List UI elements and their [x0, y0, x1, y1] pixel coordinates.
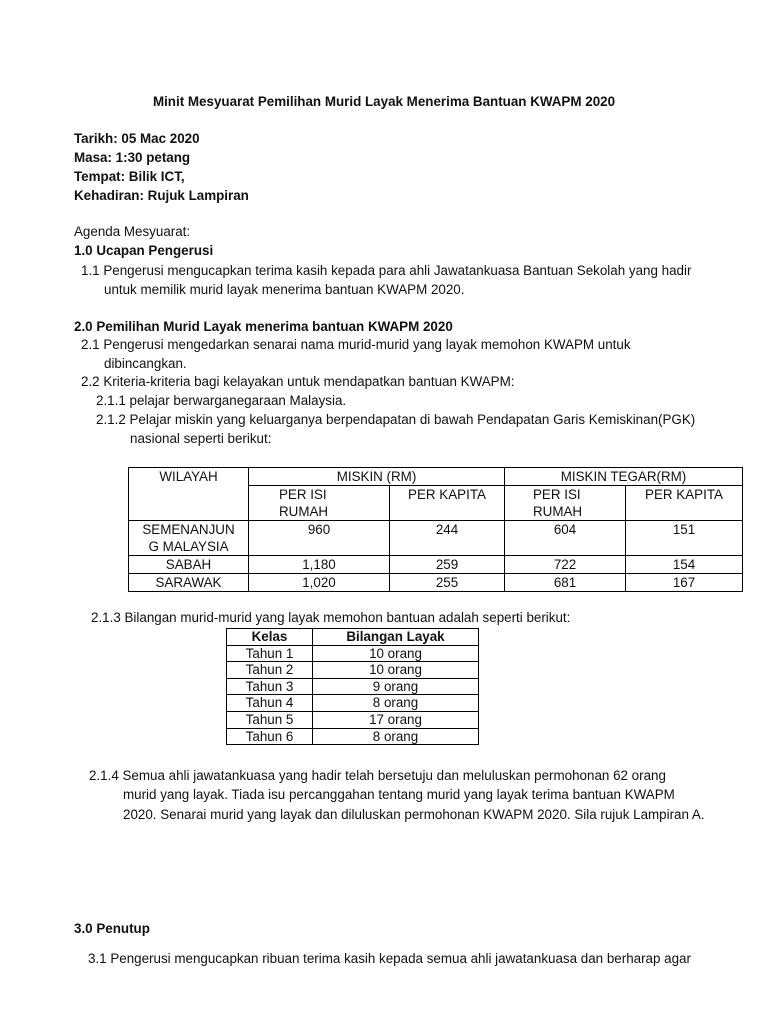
section-3-heading: 3.0 Penutup: [74, 921, 150, 936]
cell-bilangan: 8 orang: [313, 695, 479, 712]
pgk-table: [128, 467, 743, 592]
paragraph-2-1-1: 2.1.1 pelajar berwarganegaraan Malaysia.: [96, 393, 347, 408]
header-miskin-tegar: MISKIN TEGAR(RM): [505, 468, 743, 486]
paragraph-2-1-4-line3: 2020. Senarai murid yang layak dan diluluskan permohonan KWAPM 2020. Sila rujuk Lampiran A.: [123, 807, 705, 822]
header-per-kapita-2: PER KAPITA: [626, 486, 743, 521]
paragraph-2-1-2-line1: 2.1.2 Pelajar miskin yang keluarganya berpendapatan di bawah Pendapatan Garis Kemiskinan(PGK): [96, 412, 696, 427]
cell-wilayah: SABAH: [129, 556, 249, 574]
table-row: [227, 695, 479, 712]
table-row: [227, 645, 479, 662]
cell-kelas: Tahun 6: [227, 728, 313, 745]
table-row: [129, 574, 743, 592]
paragraph-2-1-2-line2: nasional seperti berikut:: [130, 431, 272, 446]
cell-wilayah: SARAWAK: [129, 574, 249, 592]
meta-tempat: Tempat: Bilik ICT,: [74, 169, 185, 184]
cell-tegar-isi: 722: [505, 556, 626, 574]
document-title: Minit Mesyuarat Pemilihan Murid Layak Menerima Bantuan KWAPM 2020: [152, 94, 616, 109]
paragraph-2-2: 2.2 Kriteria-kriteria bagi kelayakan untuk mendapatkan bantuan KWAPM:: [81, 374, 515, 389]
meta-masa: Masa: 1:30 petang: [74, 150, 191, 165]
cell-tegar-isi: 604: [505, 521, 626, 556]
cell-kelas: Tahun 2: [227, 662, 313, 679]
header-bilangan-layak: Bilangan Layak: [313, 629, 479, 646]
cell-miskin-isi: 1,180: [249, 556, 390, 574]
meta-tarikh: Tarikh: 05 Mac 2020: [74, 131, 200, 146]
paragraph-2-1-line1: 2.1 Pengerusi mengedarkan senarai nama murid-murid yang layak memohon KWAPM untuk: [81, 337, 631, 352]
cell-tegar-kapita: 167: [626, 574, 743, 592]
cell-bilangan: 8 orang: [313, 728, 479, 745]
header-per-kapita-1: PER KAPITA: [390, 486, 505, 521]
header-wilayah: WILAYAH: [129, 468, 249, 521]
table-row: [227, 711, 479, 728]
table-row: [129, 521, 743, 556]
cell-miskin-kapita: 255: [390, 574, 505, 592]
section-1-heading: 1.0 Ucapan Pengerusi: [74, 243, 214, 258]
paragraph-2-1-3: 2.1.3 Bilangan murid-murid yang layak memohon bantuan adalah seperti berikut:: [91, 610, 571, 625]
header-kelas: Kelas: [227, 629, 313, 646]
cell-miskin-kapita: 259: [390, 556, 505, 574]
cell-bilangan: 9 orang: [313, 678, 479, 695]
agenda-label: Agenda Mesyuarat:: [74, 224, 191, 239]
cell-bilangan: 10 orang: [313, 662, 479, 679]
paragraph-1-1-line1: 1.1 Pengerusi mengucapkan terima kasih kepada para ahli Jawatankuasa Bantuan Sekolah yang hadir: [81, 263, 692, 278]
table-row: [129, 556, 743, 574]
header-miskin: MISKIN (RM): [249, 468, 505, 486]
table-row: [227, 678, 479, 695]
cell-tegar-kapita: 154: [626, 556, 743, 574]
cell-miskin-kapita: 244: [390, 521, 505, 556]
table-row: [227, 662, 479, 679]
header-per-isi-rumah-2: PER ISI RUMAH: [505, 486, 626, 521]
cell-kelas: Tahun 4: [227, 695, 313, 712]
paragraph-1-1-line2: untuk memilik murid layak menerima bantuan KWAPM 2020.: [104, 282, 465, 297]
cell-tegar-kapita: 151: [626, 521, 743, 556]
cell-wilayah: SEMENANJUN G MALAYSIA: [129, 521, 249, 556]
cell-kelas: Tahun 3: [227, 678, 313, 695]
cell-bilangan: 17 orang: [313, 711, 479, 728]
meta-kehadiran: Kehadiran: Rujuk Lampiran: [74, 188, 249, 203]
paragraph-2-1-line2: dibincangkan.: [104, 356, 187, 371]
section-2-heading: 2.0 Pemilihan Murid Layak menerima bantuan KWAPM 2020: [74, 319, 453, 334]
cell-bilangan: 10 orang: [313, 645, 479, 662]
paragraph-2-1-4-line1: 2.1.4 Semua ahli jawatankuasa yang hadir telah bersetuju dan meluluskan permohonan 62 orang: [89, 768, 666, 783]
header-per-isi-rumah-1: PER ISI RUMAH: [249, 486, 390, 521]
cell-kelas: Tahun 5: [227, 711, 313, 728]
cell-kelas: Tahun 1: [227, 645, 313, 662]
cell-miskin-isi: 1,020: [249, 574, 390, 592]
cell-miskin-isi: 960: [249, 521, 390, 556]
table-row: [227, 728, 479, 745]
paragraph-3-1: 3.1 Pengerusi mengucapkan ribuan terima kasih kepada semua ahli jawatankuasa dan berharap agar: [88, 951, 691, 966]
bilangan-table: [226, 628, 479, 745]
paragraph-2-1-4-line2: murid yang layak. Tiada isu percanggahan tentang murid yang layak terima bantuan KWAPM: [123, 787, 675, 802]
cell-tegar-isi: 681: [505, 574, 626, 592]
